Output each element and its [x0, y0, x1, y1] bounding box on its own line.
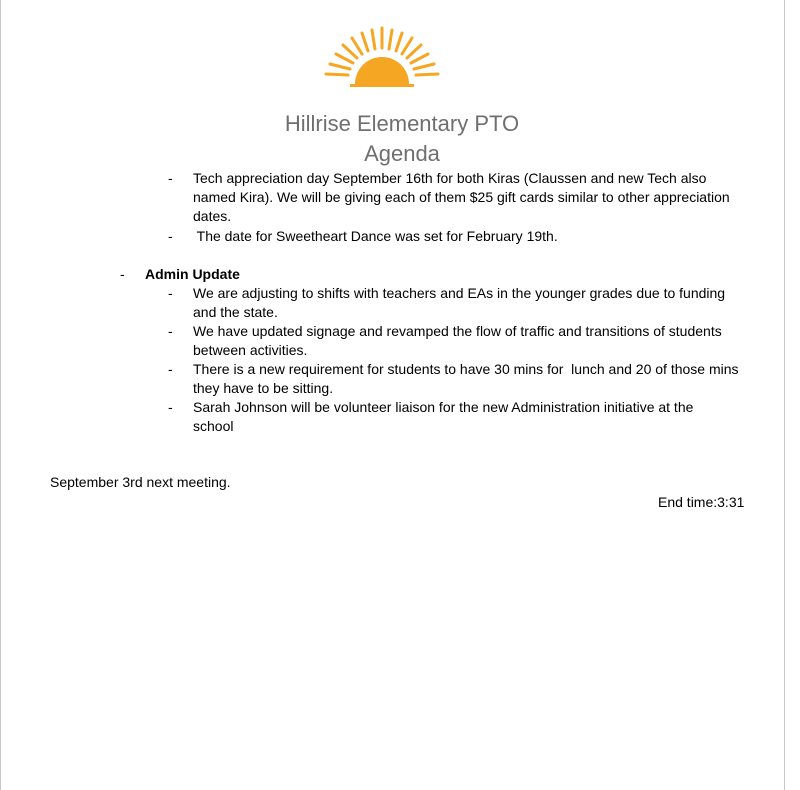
agenda-title: Agenda	[364, 141, 440, 166]
list-bullet: -	[168, 170, 173, 186]
sunrise-icon	[322, 24, 442, 92]
section-bullet: -	[120, 266, 125, 282]
list-item-line: There is a new requirement for students to have 30 mins for lunch and 20 of those mins	[193, 361, 739, 377]
list-item-line: named Kira). We will be giving each of them $25 gift cards similar to other appreciation	[193, 189, 730, 205]
list-item-line: Tech appreciation day September 16th for both Kiras (Claussen and new Tech also	[193, 170, 707, 186]
list-bullet: -	[168, 399, 173, 415]
list-item-line: between activities.	[193, 342, 308, 358]
list-bullet: -	[168, 285, 173, 301]
list-item-line: Sarah Johnson will be volunteer liaison for the new Administration initiative at the	[193, 399, 694, 415]
list-bullet: -	[168, 228, 173, 244]
next-meeting-note: September 3rd next meeting.	[50, 474, 231, 490]
list-item-line: dates.	[193, 208, 232, 224]
list-item-line: school	[193, 418, 234, 434]
list-item-line: and the state.	[193, 304, 278, 320]
list-item-line: they have to be sitting.	[193, 380, 334, 396]
end-time: End time:3:31	[658, 494, 745, 510]
list-item-line: We have updated signage and revamped the flow of traffic and transitions of students	[193, 323, 722, 339]
organization-title: Hillrise Elementary PTO	[284, 111, 520, 136]
list-bullet: -	[168, 361, 173, 377]
list-item-line: The date for Sweetheart Dance was set for February 19th.	[193, 228, 558, 244]
section-heading: Admin Update	[145, 266, 240, 282]
list-item-line: We are adjusting to shifts with teachers and EAs in the younger grades due to funding	[193, 285, 726, 301]
list-bullet: -	[168, 323, 173, 339]
